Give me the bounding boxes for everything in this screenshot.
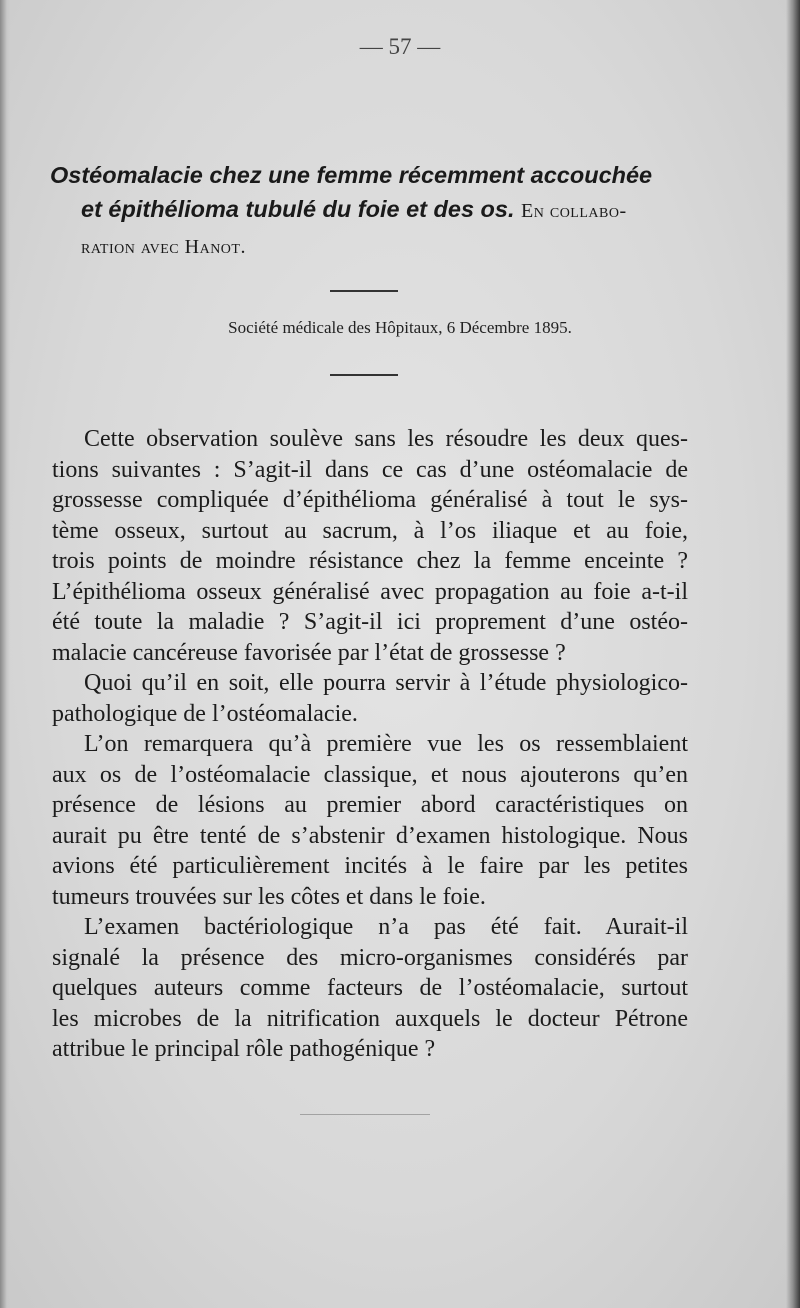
text-line: attribue le principal rôle pathogénique ? xyxy=(52,1036,436,1062)
article-title xyxy=(50,158,710,264)
text-line: quelques auteurs comme facteurs de l’ostéomalacie, surtout xyxy=(52,975,688,1001)
collaboration-note-cont: ration avec Hanot. xyxy=(81,236,246,258)
text-line: grossesse compliquée d’épithélioma généralisé à tout le sys- xyxy=(52,487,688,513)
bleed-through-rule xyxy=(300,1114,430,1115)
text-line: L’on remarquera qu’à première vue les os ressemblaient xyxy=(84,731,688,757)
text-line: tions suivantes : S’agit-il dans ce cas d’une ostéomalacie de xyxy=(52,456,688,483)
text-line: malacie cancéreuse favorisée par l’état de grossesse ? xyxy=(52,639,566,666)
page-edge-left xyxy=(0,0,10,1308)
title-continuation: et épithélioma tubulé du foie et des os. xyxy=(81,196,515,222)
text-line: aurait pu être tenté de s’abstenir d’examen histologique. Nous xyxy=(52,822,688,849)
paragraph xyxy=(52,912,688,1065)
title-main: Ostéomalacie chez une femme récemment accouchée xyxy=(50,162,653,188)
title-line-1 xyxy=(50,158,710,192)
paragraph xyxy=(52,424,688,668)
page-edge-right xyxy=(786,0,800,1308)
text-line: tème osseux, surtout au sacrum, à l’os iliaque et au foie, xyxy=(52,517,688,544)
text-line: pathologique de l’ostéomalacie. xyxy=(52,700,358,727)
text-line: présence de lésions au premier abord caractéristiques on xyxy=(52,792,688,818)
text-line: été toute la maladie ? S’agit-il ici proprement d’une ostéo- xyxy=(52,609,688,635)
text-line: tumeurs trouvées sur les côtes et dans le foie. xyxy=(52,883,486,910)
text-line: Quoi qu’il en soit, elle pourra servir à l’étude physiologico- xyxy=(84,670,688,696)
paragraph xyxy=(52,668,688,729)
collaboration-note: En collabo- xyxy=(521,200,627,222)
text-line: L’épithélioma osseux généralisé avec propagation au foie a-t-il xyxy=(52,578,688,605)
divider-bottom xyxy=(330,374,398,376)
title-line-2 xyxy=(50,192,710,228)
body-text xyxy=(52,424,688,1065)
paragraph xyxy=(52,729,688,912)
title-line-3 xyxy=(50,228,710,264)
text-line: aux os de l’ostéomalacie classique, et nous ajouterons qu’en xyxy=(52,761,688,788)
divider-top xyxy=(330,290,398,292)
text-line: trois points de moindre résistance chez la femme enceinte ? xyxy=(52,548,688,574)
text-line: signalé la présence des micro-organismes considérés par xyxy=(52,944,688,971)
text-line: avions été particulièrement incités à le faire par les petites xyxy=(52,853,688,879)
text-line: les microbes de la nitrification auxquels le docteur Pétrone xyxy=(52,1005,688,1032)
text-line: L’examen bactériologique n’a pas été fait. Aurait-il xyxy=(84,914,688,940)
page-number: — 57 — xyxy=(359,34,441,59)
source-citation: Société médicale des Hôpitaux, 6 Décembre 1895. xyxy=(228,318,572,337)
text-line: Cette observation soulève sans les résoudre les deux ques- xyxy=(84,426,688,452)
